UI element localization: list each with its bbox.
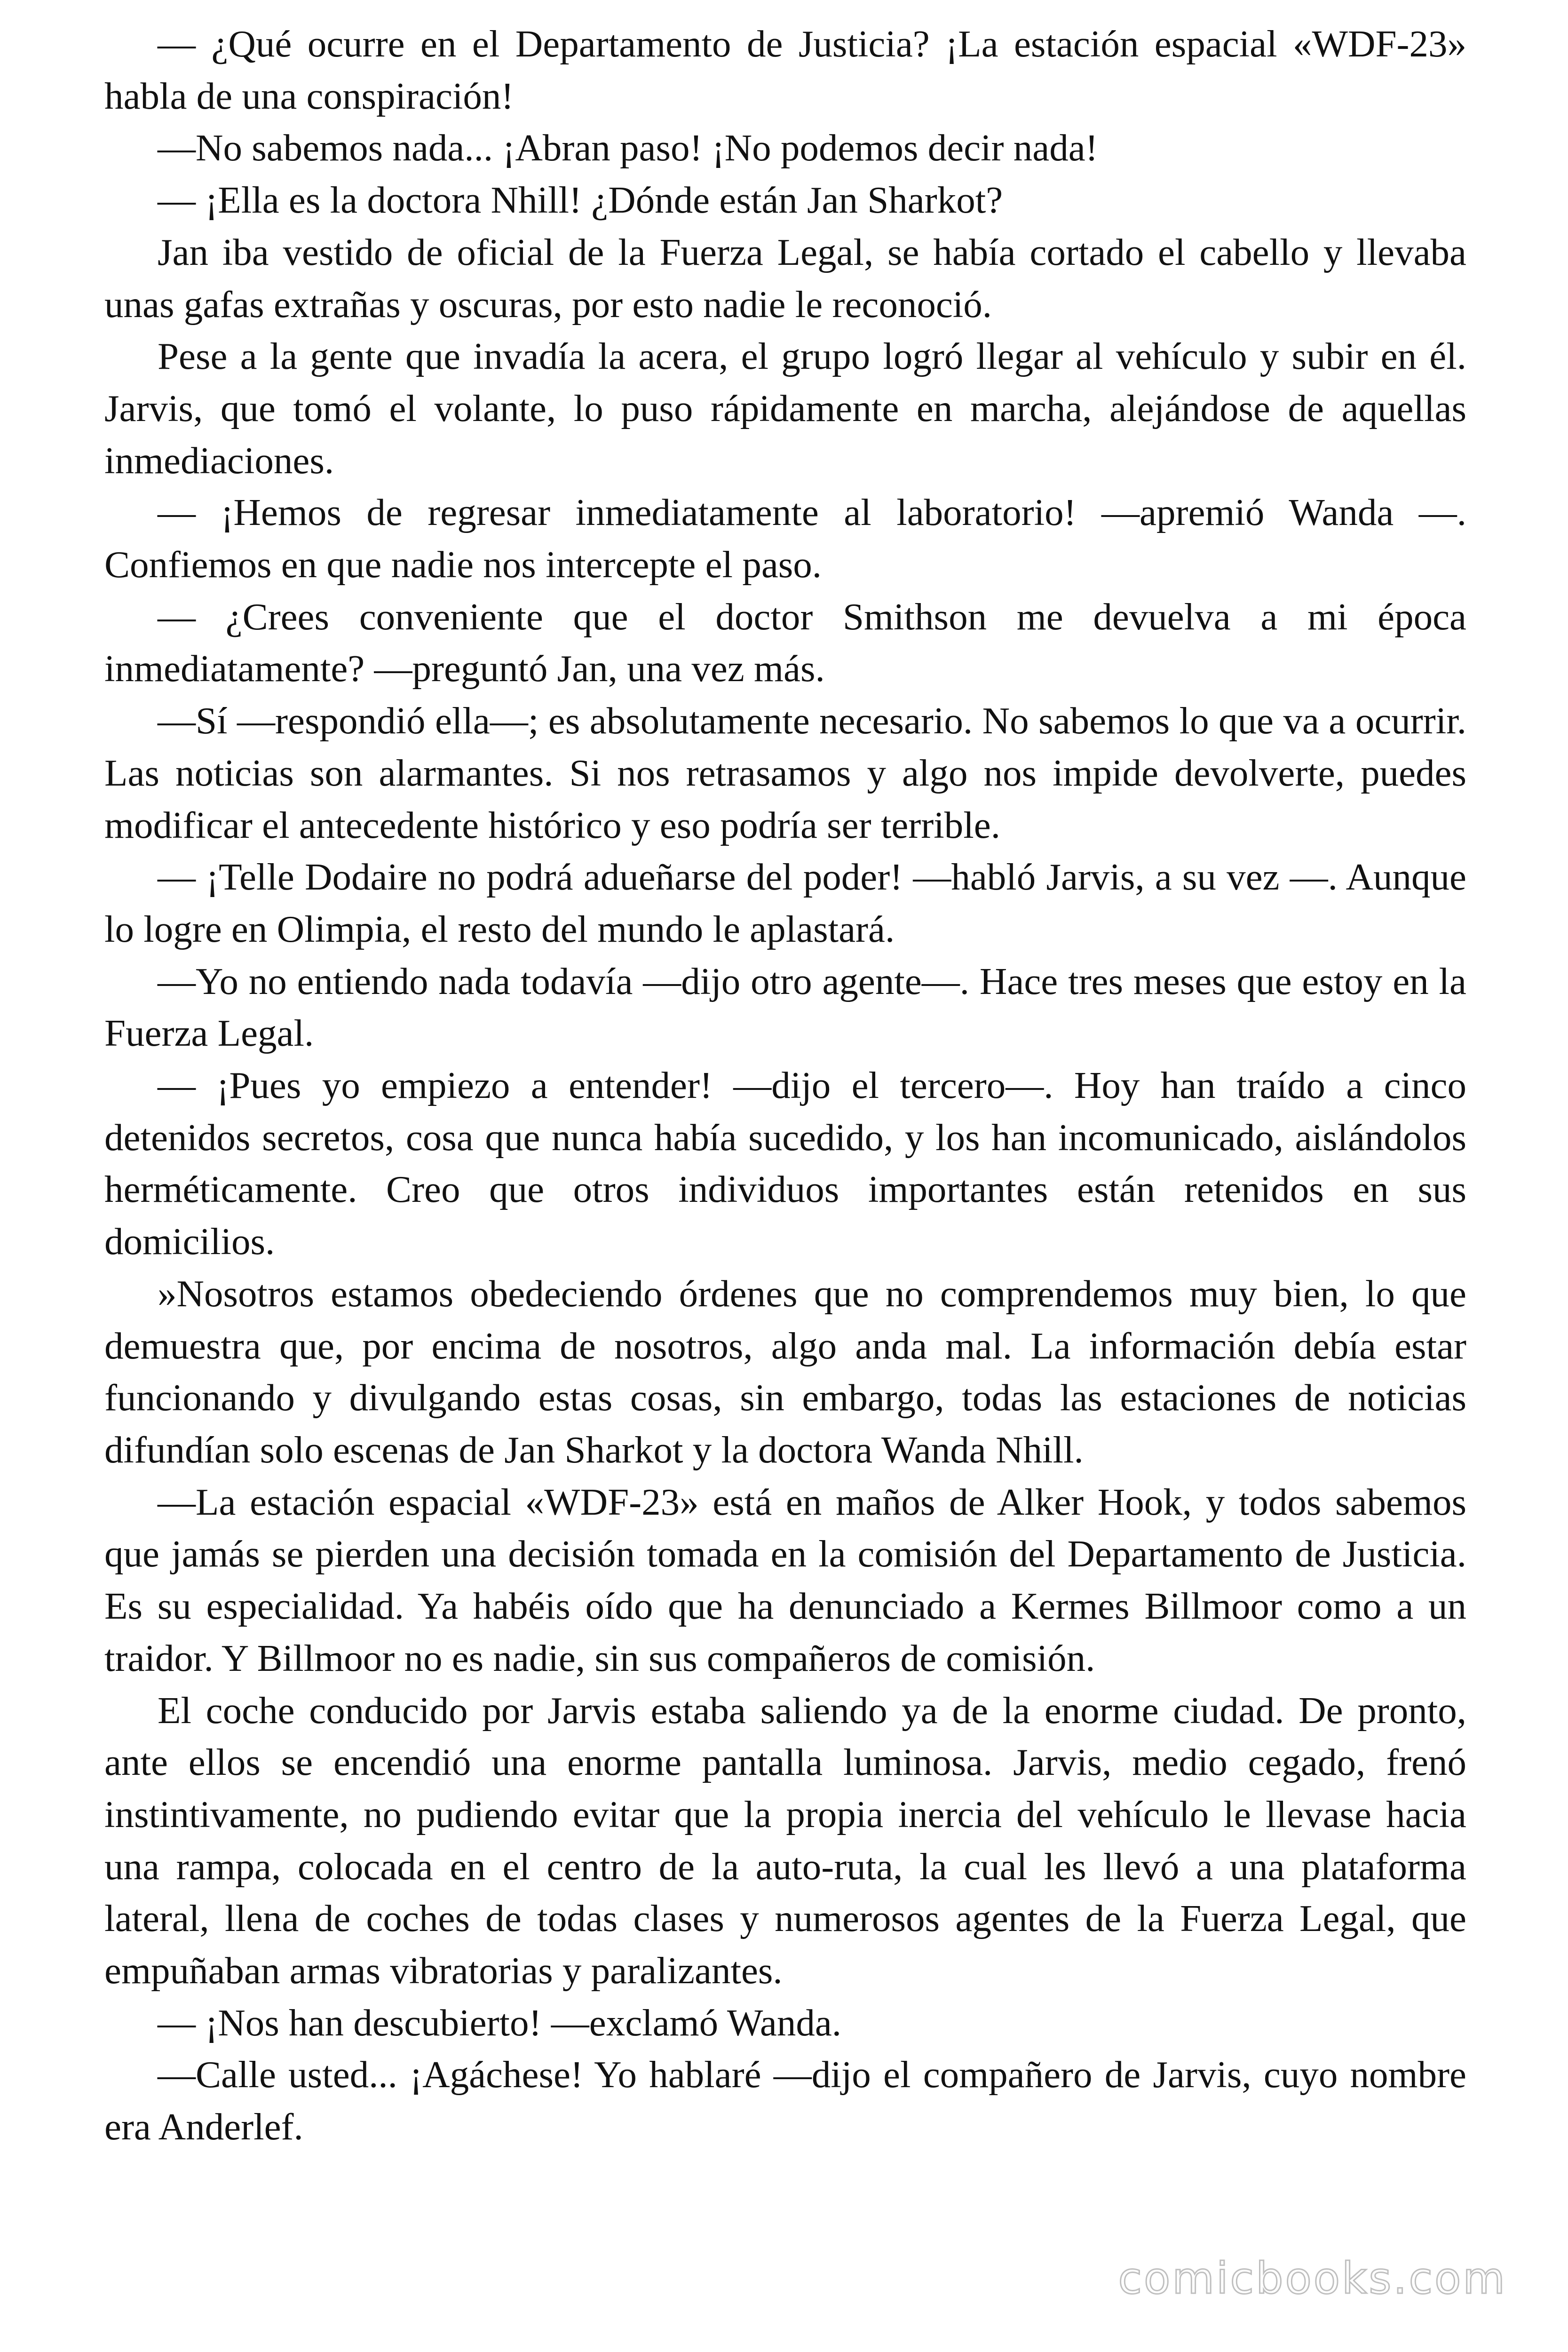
paragraph-5: Pese a la gente que invadía la acera, el grupo logró llegar al vehículo y subir en él. Jarvis, que tomó el volante, lo puso rápidamente en marcha, alejándose de aquellas inmediaciones. — [104, 335, 1466, 482]
paragraph-13: —La estación espacial «WDF-23» está en maños de Alker Hook, y todos sabemos que jamás se pierden una decisión tomada en la comisión del Departamento de Justicia. Es su especialidad. Ya habéis oído que ha denunciado a Kermes Billmoor como a un traidor. Y Billmoor no es nadie, sin sus compañeros de comisión. — [104, 1480, 1466, 1679]
page-body-text — [104, 18, 1466, 2153]
paragraph-2: —No sabemos nada... ¡Abran paso! ¡No podemos decir nada! — [158, 127, 1098, 169]
paragraph-14: El coche conducido por Jarvis estaba saliendo ya de la enorme ciudad. De pronto, ante ellos se encendió una enorme pantalla luminosa. Jarvis, medio cegado, frenó instintivamente, no pudiendo evitar que la propia inercia del vehículo le llevase hacia una rampa, colocada en el centro de la auto-ruta, la cual les llevó a una plataforma lateral, llena de coches de todas clases y numerosos agentes de la Fuerza Legal, que empuñaban armas vibratorias y paralizantes. — [104, 1689, 1466, 1992]
paragraph-12: »Nosotros estamos obedeciendo órdenes que no comprendemos muy bien, lo que demuestra que, por encima de nosotros, algo anda mal. La información debía estar funcionando y divulgando estas cosas, sin embargo, todas las estaciones de noticias difundían solo escenas de Jan Sharkot y la doctora Wanda Nhill. — [104, 1272, 1466, 1471]
paragraph-4: Jan iba vestido de oficial de la Fuerza Legal, se había cortado el cabello y llevaba unas gafas extrañas y oscuras, por esto nadie le reconoció. — [104, 230, 1466, 326]
paragraph-6: — ¡Hemos de regresar inmediatamente al laboratorio! —apremió Wanda —. Confiemos en que nadie nos intercepte el paso. — [104, 491, 1466, 586]
paragraph-1: — ¿Qué ocurre en el Departamento de Justicia? ¡La estación espacial «WDF-23» habla de una conspiración! — [104, 23, 1466, 117]
paragraph-16: —Calle usted... ¡Agáchese! Yo hablaré —dijo el compañero de Jarvis, cuyo nombre era Anderlef. — [104, 2053, 1466, 2148]
paragraph-3: — ¡Ella es la doctora Nhill! ¿Dónde están Jan Sharkot? — [158, 179, 1003, 222]
paragraph-15: — ¡Nos han descubierto! —exclamó Wanda. — [158, 2001, 842, 2044]
paragraph-10: —Yo no entiendo nada todavía —dijo otro agente—. Hace tres meses que estoy en la Fuerza Legal. — [104, 960, 1466, 1055]
paragraph-7: — ¿Crees conveniente que el doctor Smithson me devuelva a mi época inmediatamente? —preguntó Jan, una vez más. — [104, 595, 1466, 690]
watermark: comicbooks.com — [1118, 2253, 1507, 2304]
paragraph-11: — ¡Pues yo empiezo a entender! —dijo el tercero—. Hoy han traído a cinco detenidos secretos, cosa que nunca había sucedido, y los han incomunicado, aislándolos herméticamente. Creo que otros individuos importantes están retenidos en sus domicilios. — [104, 1064, 1466, 1263]
paragraph-9: — ¡Telle Dodaire no podrá adueñarse del poder! —habló Jarvis, a su vez —. Aunque lo logre en Olimpia, el resto del mundo le aplastará. — [104, 856, 1466, 950]
paragraph-8: —Sí —respondió ella—; es absolutamente necesario. No sabemos lo que va a ocurrir. Las noticias son alarmantes. Si nos retrasamos y algo nos impide devolverte, puedes modificar el antecedente histórico y eso podría ser terrible. — [104, 699, 1466, 846]
